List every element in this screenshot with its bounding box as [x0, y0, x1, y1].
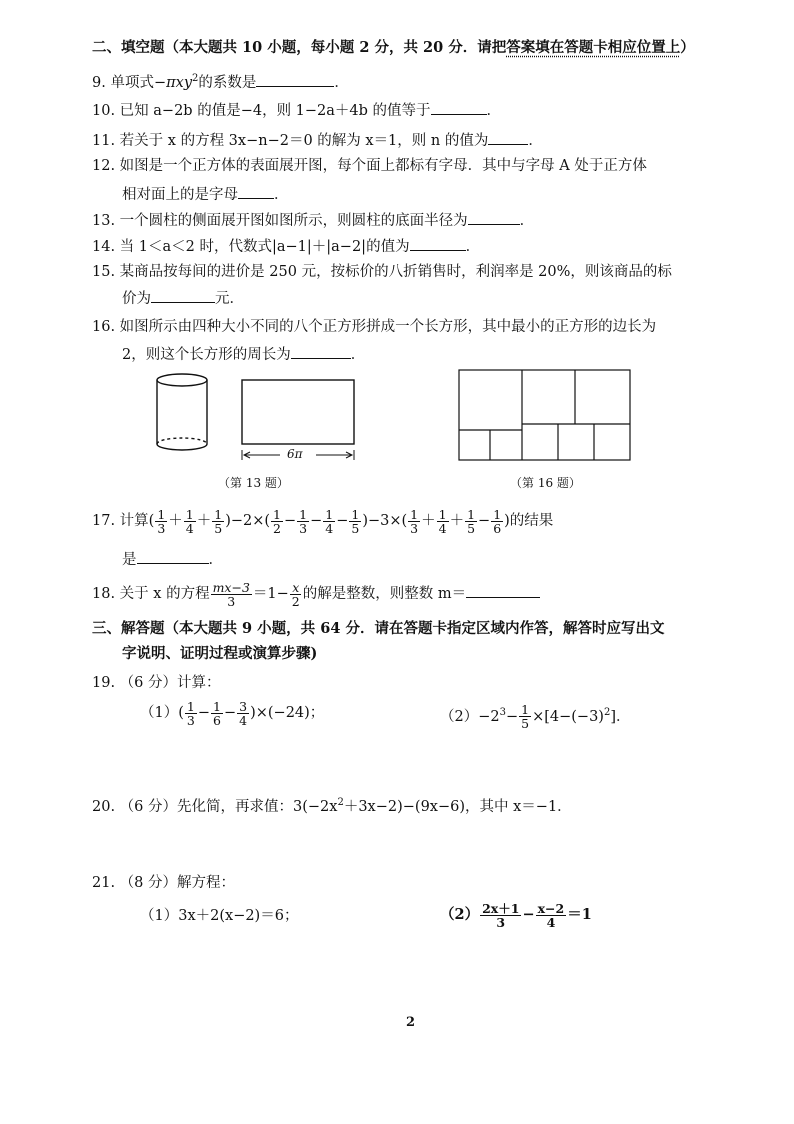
fraction: $\frac{1}{4}$	[325, 506, 334, 536]
question-9	[92, 69, 349, 93]
section-2-title-b: 答案填在答题卡相应位置上	[506, 39, 681, 56]
operator: −	[310, 513, 323, 529]
question-19-part-2	[440, 696, 631, 730]
question-11	[92, 130, 543, 151]
fraction: $\frac{1}{4}$	[438, 506, 447, 536]
expression-text: )−2×(	[225, 513, 271, 529]
question-text: 若关于 x 的方程 3x−n−2＝0 的解为 x＝1，则 n 的值为	[119, 133, 489, 149]
figure-16	[456, 368, 636, 464]
operator: −	[522, 906, 535, 923]
answer-blank	[468, 210, 520, 225]
question-17	[92, 504, 553, 538]
fraction: $\frac{3}{4}$	[239, 698, 248, 728]
fraction: $\frac{mx-3}{3}$	[212, 579, 250, 609]
operator: ＋	[196, 513, 212, 529]
operator: −	[197, 705, 211, 721]
question-12-line-2	[122, 184, 289, 205]
answer-blank	[238, 184, 274, 199]
question-15	[92, 262, 672, 282]
expression-text: −2	[478, 708, 500, 725]
part-label: （2）	[440, 708, 479, 725]
question-21-part-2	[440, 898, 592, 932]
question-text: （6 分）先化简，再求值：3(−2x	[119, 798, 338, 815]
section-2-heading	[92, 38, 695, 58]
question-text: 是	[122, 552, 137, 568]
exponent: 2	[337, 797, 344, 808]
section-2-title-c: ）	[680, 39, 695, 56]
question-text: 2，则这个长方形的周长为	[122, 347, 291, 363]
question-21-part-1: （1）3x＋2(x−2)＝6；	[140, 908, 299, 924]
section-3-heading-line-2: 字说明、证明过程或演算步骤)	[122, 645, 318, 662]
question-text: 如图所示由四种大小不同的八个正方形拼成一个长方形，其中最小的正方形的边长为	[119, 319, 657, 335]
operator: −	[505, 708, 519, 725]
fraction: $\frac{1}{5}$	[214, 506, 223, 536]
fraction: $\frac{1}{3}$	[410, 506, 419, 536]
question-12	[92, 156, 647, 176]
question-text: （6 分）计算：	[119, 675, 221, 691]
question-14	[92, 236, 480, 257]
question-number: 11.	[92, 133, 116, 149]
exponent: 2	[192, 73, 199, 84]
figure-13-caption: （第 13 题）	[218, 476, 289, 490]
figure-13	[150, 370, 370, 470]
fraction: $\frac{1}{4}$	[185, 506, 194, 536]
question-text: 如图是一个正方体的表面展开图，每个面上都标有字母．其中与字母 A 处于正方体	[119, 158, 647, 174]
question-text: （8 分）解方程：	[119, 875, 236, 891]
question-number: 20.	[92, 798, 116, 815]
fraction: $\frac{1}{5}$	[467, 506, 476, 536]
question-tail: ．	[350, 347, 366, 363]
question-number: 13.	[92, 213, 116, 229]
operator: ＝1−	[252, 586, 289, 602]
fraction: $\frac{x}{2}$	[291, 579, 300, 609]
question-19-part-1	[140, 696, 324, 730]
question-13	[92, 210, 534, 231]
question-text: 单项式−	[110, 74, 167, 91]
question-text: 关于 x 的方程	[119, 586, 210, 602]
question-tail: 元．	[215, 291, 244, 307]
part-label: （1）	[140, 705, 179, 721]
operator: ＋	[168, 513, 183, 529]
question-20	[92, 793, 572, 817]
fraction: $\frac{x-2}{4}$	[537, 900, 565, 930]
question-17-line-2	[122, 549, 223, 570]
question-text: 相对面上的是字母	[122, 187, 238, 203]
answer-blank	[137, 549, 209, 564]
expression-text: )−3×(	[362, 513, 408, 529]
question-number: 12.	[92, 158, 116, 174]
question-tail: ．	[486, 103, 502, 119]
question-tail: ．	[274, 187, 289, 203]
question-text: 某商品按每间的进价是 250 元，按标价的八折销售时，利润率是 20%，则该商品的标	[119, 264, 672, 280]
operator: −	[478, 513, 491, 529]
question-tail: ．	[334, 74, 349, 91]
question-text: 价为	[122, 291, 151, 307]
question-21	[92, 873, 235, 893]
question-number: 21.	[92, 875, 116, 891]
question-15-line-2	[122, 288, 244, 309]
question-number: 14.	[92, 239, 116, 255]
outer-rectangle	[459, 370, 630, 460]
fraction: $\frac{1}{3}$	[299, 506, 308, 536]
question-text: ＋3x−2)−(9x−6)，其中 x＝−1．	[343, 798, 572, 815]
page-number: 2	[406, 1015, 416, 1030]
operator: −	[223, 705, 237, 721]
question-number: 16.	[92, 319, 116, 335]
fraction: $\frac{1}{5}$	[521, 702, 530, 732]
question-tail: ．	[465, 239, 481, 255]
fraction: $\frac{1}{3}$	[157, 506, 166, 536]
figure-16-caption: （第 16 题）	[510, 476, 581, 490]
question-number: 19.	[92, 675, 116, 691]
answer-blank	[291, 344, 351, 359]
question-tail: ．	[519, 213, 535, 229]
question-18	[92, 577, 540, 611]
question-16	[92, 317, 656, 337]
answer-blank	[410, 236, 466, 251]
expression-text: 计算(	[119, 513, 155, 529]
question-tail: ．	[208, 552, 223, 568]
answer-blank	[466, 583, 540, 598]
question-16-line-2	[122, 344, 365, 365]
question-tail: ．	[528, 133, 543, 149]
question-number: 15.	[92, 264, 116, 280]
fraction: $\frac{1}{2}$	[273, 506, 281, 536]
expression-text: ＝1	[567, 906, 592, 923]
question-number: 9.	[92, 74, 106, 91]
expression-text: )×(−24)；	[250, 705, 325, 721]
exponent: 3	[499, 707, 506, 718]
question-text: 一个圆柱的侧面展开图如图所示，则圆柱的底面半径为	[119, 213, 468, 229]
width-label: 6π	[287, 447, 303, 461]
question-text: 的解是整数，则整数 m＝	[302, 586, 467, 602]
expression-text: ×[4−(−3)	[532, 708, 604, 725]
fraction: $\frac{1}{6}$	[213, 698, 221, 728]
question-text: 的系数是	[198, 74, 257, 91]
operator: −	[336, 513, 349, 529]
answer-blank	[488, 130, 528, 145]
question-number: 17.	[92, 513, 116, 529]
section-2-title-a: 二、填空题（本大题共 10 小题，每小题 2 分，共 20 分．请把	[92, 39, 507, 56]
question-19	[92, 673, 221, 693]
lateral-surface-rectangle	[242, 380, 354, 444]
fraction: $\frac{1}{6}$	[493, 506, 502, 536]
question-number: 10.	[92, 103, 116, 119]
monomial: πxy	[166, 74, 193, 91]
fraction: $\frac{1}{3}$	[186, 698, 195, 728]
expression-text: )的结果	[504, 513, 554, 529]
question-text: 已知 a−2b 的值是−4，则 1−2a＋4b 的值等于	[119, 103, 431, 119]
answer-blank	[151, 288, 215, 303]
expression-text: ]．	[610, 708, 631, 725]
section-3-heading: 三、解答题（本大题共 9 小题，共 64 分．请在答题卡指定区域内作答，解答时应写出文	[92, 620, 665, 637]
answer-blank	[256, 72, 334, 87]
expression-text: (	[178, 705, 184, 721]
question-number: 18.	[92, 586, 116, 602]
operator: ＋	[449, 513, 465, 529]
fraction: $\frac{1}{5}$	[351, 506, 360, 536]
question-text: 当 1＜a＜2 时，代数式|a−1|＋|a−2|的值为	[119, 239, 410, 255]
operator: ＋	[421, 513, 436, 529]
cylinder-drawing	[157, 374, 207, 450]
answer-blank	[431, 100, 487, 115]
operator: −	[284, 513, 297, 529]
fraction: $\frac{2x+1}{3}$	[482, 900, 520, 930]
question-10	[92, 100, 501, 121]
exponent: 2	[603, 707, 611, 718]
part-label: （2）	[440, 906, 480, 923]
